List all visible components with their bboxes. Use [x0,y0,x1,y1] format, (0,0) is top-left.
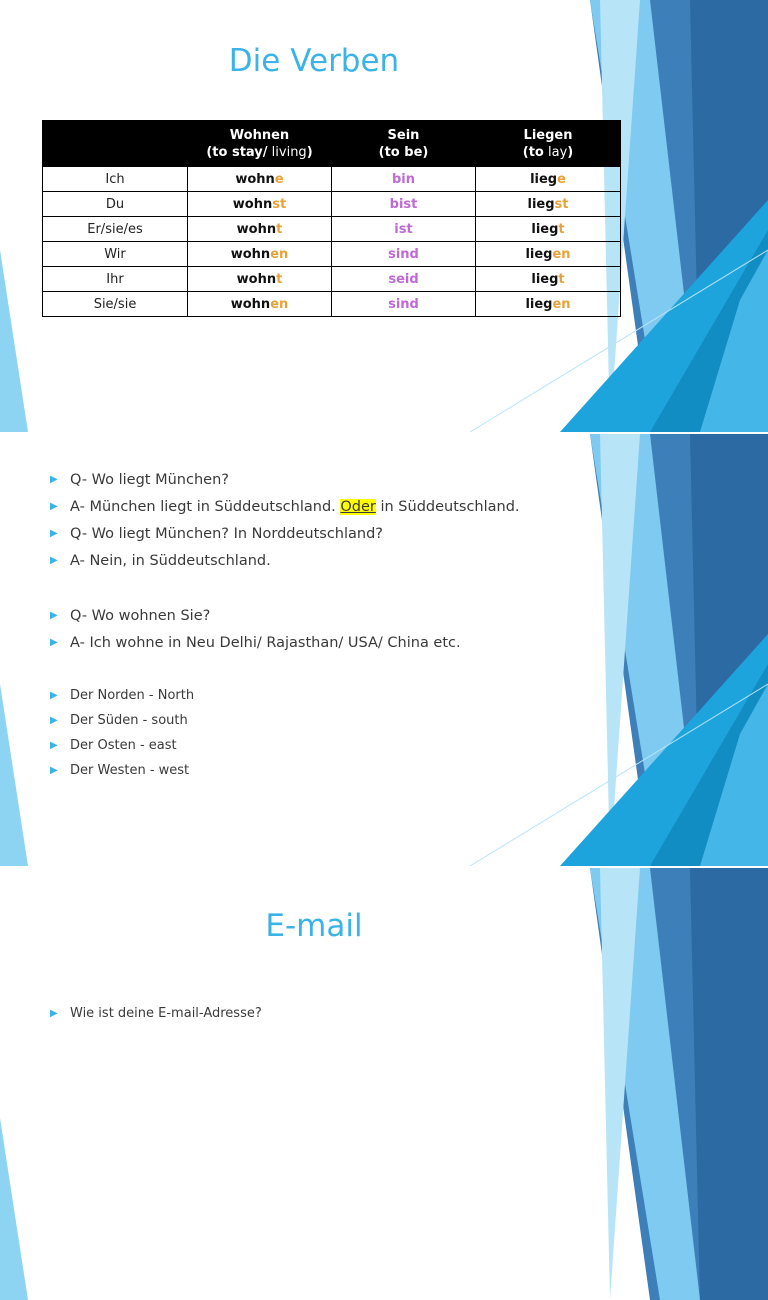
table-row [43,167,621,192]
directions-list [50,687,194,787]
list-item: ▶ Der Norden - North [50,688,195,703]
list-item: ▶ Q- Wo wohnen Sie? [50,608,211,624]
question-list-muenchen [50,470,520,578]
header-cell-empty [43,121,188,167]
pronoun-cell: Ich [43,167,188,192]
list-item: ▶ A- München liegt in Süddeutschland. Oder in Süddeutschland. [50,499,520,515]
list-item: ▶ Der Osten - east [50,738,177,753]
list-item: ▶ A- Ich wohne in Neu Delhi/ Rajasthan/ USA/ China etc. [50,635,461,651]
sein-cell: sind [332,242,476,267]
page-title: Die Verben [228,43,400,79]
triangle-bullet-icon: ▶ [50,610,58,621]
wohnen-cell: wohnt [188,267,332,292]
table-row [43,242,621,267]
list-item: ▶ Q- Wo liegt München? In Norddeutschland? [50,526,383,542]
sein-cell: seid [332,267,476,292]
sein-cell: bin [332,167,476,192]
header-cell-wohnen: Wohnen (to stay/ living) [188,121,332,167]
triangle-bullet-icon: ▶ [50,528,58,539]
slide-email [0,868,768,1300]
wohnen-cell: wohnst [188,192,332,217]
table-row [43,217,621,242]
triangle-bullet-icon: ▶ [50,740,58,751]
slide-verben [0,0,768,432]
email-question-list [50,1005,262,1030]
triangle-bullet-icon: ▶ [50,1008,58,1019]
verb-conjugation-table [42,120,621,317]
list-item: ▶ Der Süden - south [50,713,188,728]
liegen-cell: liegst [476,192,621,217]
sein-cell: bist [332,192,476,217]
pronoun-cell: Sie/sie [43,292,188,317]
liegen-cell: liegt [476,217,621,242]
triangle-bullet-icon: ▶ [50,637,58,648]
triangle-bullet-icon: ▶ [50,555,58,566]
highlighted-word: Oder [340,499,376,515]
liegen-cell: liegt [476,267,621,292]
liegen-cell: liegen [476,242,621,267]
table-header-row [43,121,621,167]
triangle-bullet-icon: ▶ [50,474,58,485]
pronoun-cell: Er/sie/es [43,217,188,242]
wohnen-cell: wohne [188,167,332,192]
question-list-wohnen [50,606,461,660]
pronoun-cell: Du [43,192,188,217]
table-row [43,292,621,317]
page-title: E-mail [265,908,363,944]
triangle-bullet-icon: ▶ [50,765,58,776]
triangle-bullet-icon: ▶ [50,690,58,701]
list-item: ▶ Wie ist deine E-mail-Adresse? [50,1006,262,1021]
list-item: ▶ Q- Wo liegt München? [50,472,229,488]
list-item: ▶ A- Nein, in Süddeutschland. [50,553,271,569]
triangle-bullet-icon: ▶ [50,715,58,726]
wohnen-cell: wohnen [188,242,332,267]
table-row [43,192,621,217]
header-cell-sein: Sein (to be) [332,121,476,167]
liegen-cell: liegen [476,292,621,317]
table-row [43,267,621,292]
list-item: ▶ Der Westen - west [50,763,190,778]
liegen-cell: liege [476,167,621,192]
wohnen-cell: wohnt [188,217,332,242]
sein-cell: ist [332,217,476,242]
pronoun-cell: Wir [43,242,188,267]
triangle-bullet-icon: ▶ [50,501,58,512]
pronoun-cell: Ihr [43,267,188,292]
wohnen-cell: wohnen [188,292,332,317]
sein-cell: sind [332,292,476,317]
header-cell-liegen: Liegen (to lay) [476,121,621,167]
slide-questions [0,434,768,866]
